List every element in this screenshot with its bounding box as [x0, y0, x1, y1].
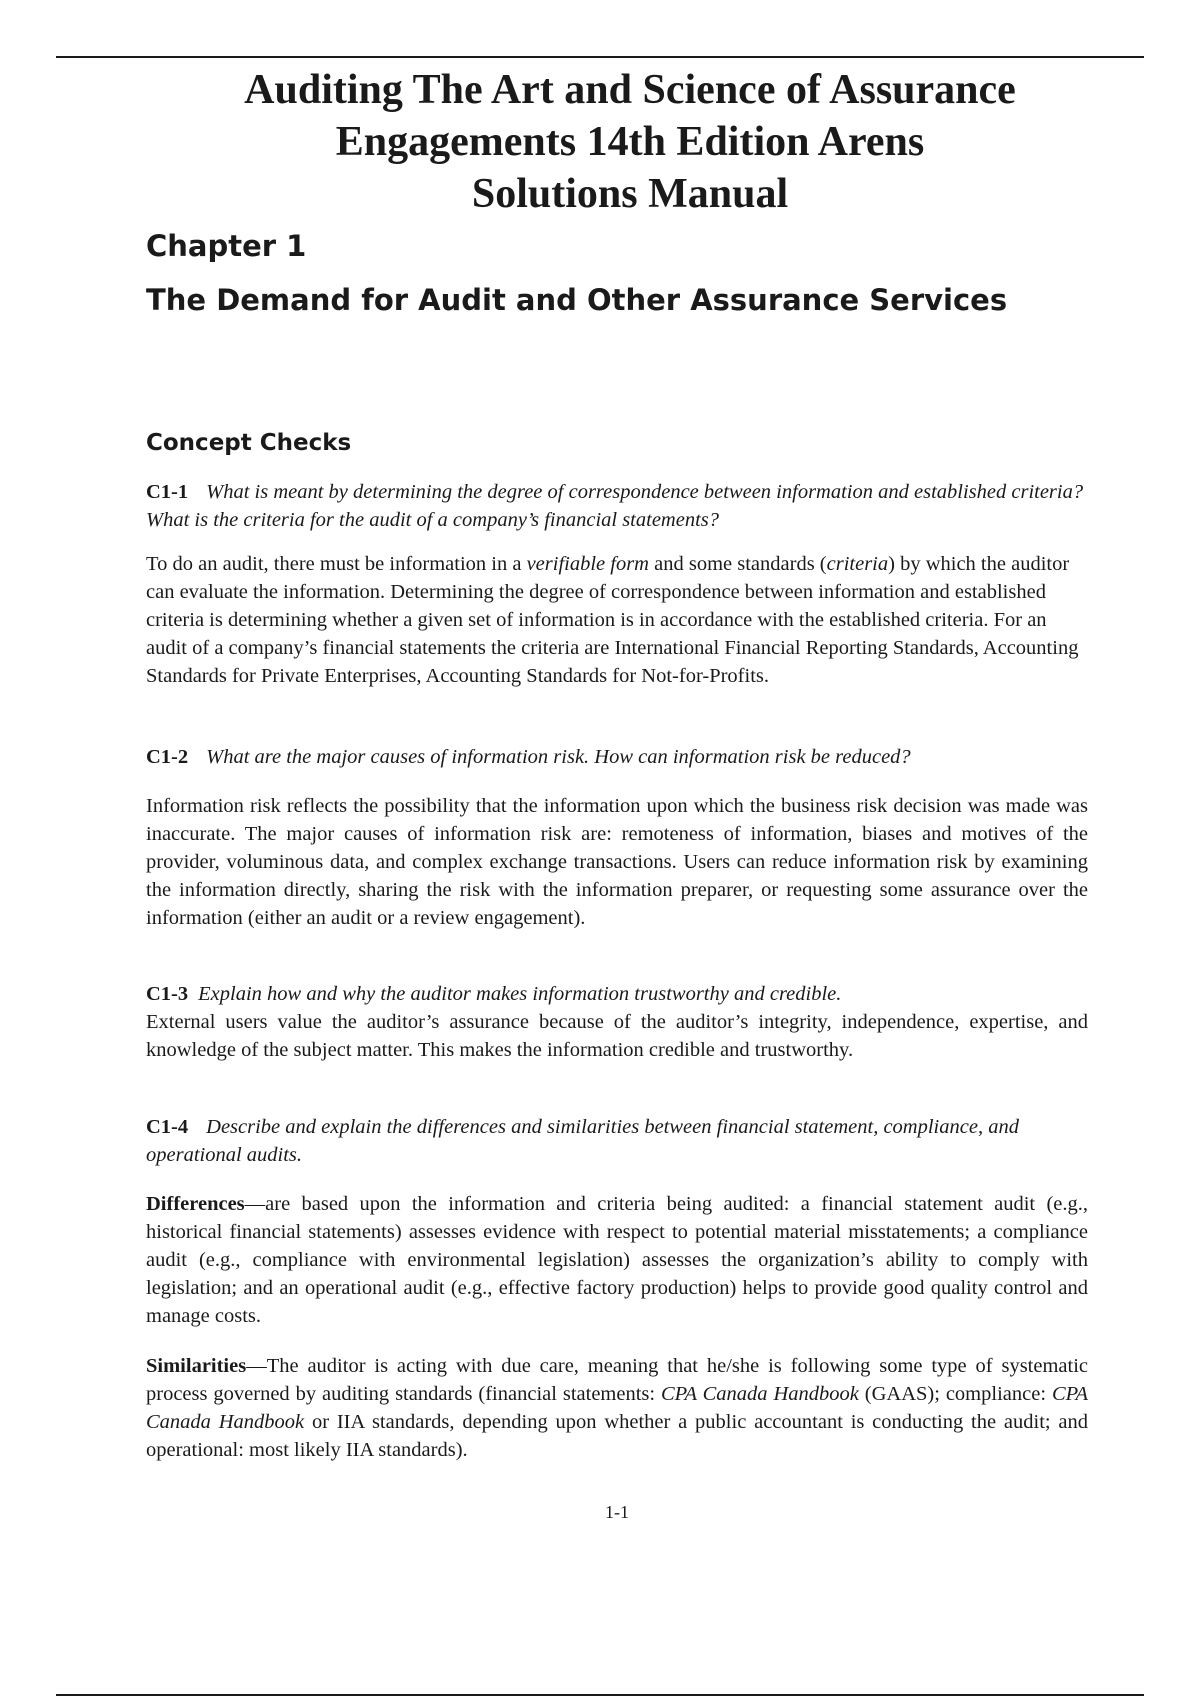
answer-c1-1 — [146, 550, 1081, 690]
top-rule — [56, 56, 1144, 58]
emphasis-text: verifiable form — [526, 553, 649, 575]
answer-c1-4-differences — [146, 1190, 1088, 1330]
chapter-title: The Demand for Audit and Other Assurance Services — [146, 283, 1008, 317]
question-text: What is meant by determining the degree of correspondence between information and established criteria? What is the criteria for the audit of a company’s financial statements? — [146, 481, 1084, 531]
answer-text: or IIA standards, depending upon whether a public accountant is conducting the audit; and operational: most likely IIA standards). — [146, 1411, 1089, 1461]
question-c1-2 — [146, 743, 1088, 771]
answer-c1-3: External users value the auditor’s assurance because of the auditor’s integrity, independence, expertise, and knowledge of the subject matter. This makes the information credible and trustworthy. — [146, 1011, 1088, 1061]
emphasis-text: criteria — [826, 553, 889, 575]
answer-text: ) by which the auditor can evaluate the information. Determining the degree of correspondence between information and established criteria is determining whether a given set of information is in accordance with the established criteria. For an audit of a company’s financial statements the criteria are International Financial Reporting Standards, Accounting Standards for Private Enterprises, Accounting Standards for Not-for-Profits. — [146, 553, 1079, 687]
question-c1-3 — [146, 980, 1088, 1008]
chapter-heading: Chapter 1 — [146, 229, 307, 263]
emphasis-text: CPA Canada Handbook — [661, 1383, 859, 1405]
question-number: C1-2 — [146, 746, 189, 768]
answer-text: —are based upon the information and criteria being audited: a financial statement audit (e.g., historical financial statements) assesses evidence with respect to potential material misstatements; a compliance audit (e.g., compliance with environmental legislation) assesses the organization’s ability to comply with legislation; and an operational audit (e.g., effective factory production) helps to provide good quality control and manage costs. — [146, 1193, 1088, 1327]
question-number: C1-1 — [146, 481, 189, 503]
question-c1-1 — [146, 478, 1088, 534]
answer-text: To do an audit, there must be information in a — [146, 553, 527, 575]
question-text: What are the major causes of information risk. How can information risk be reduced? — [206, 746, 911, 768]
differences-label: Differences — [146, 1193, 245, 1215]
answer-text: (GAAS); compliance: — [858, 1383, 1052, 1405]
title-line-1: Auditing The Art and Science of Assurance — [244, 67, 1016, 113]
document-title — [0, 64, 1200, 220]
answer-text: and some standards ( — [649, 553, 827, 575]
question-number: C1-3 — [146, 983, 189, 1005]
question-text: Explain how and why the auditor makes information trustworthy and credible. — [198, 983, 842, 1005]
page-number: 1-1 — [605, 1502, 629, 1522]
similarities-label: Similarities — [146, 1355, 247, 1377]
answer-text: —The auditor is acting with due care, meaning that he/she is following some type of systematic process governed by auditing standards (financial statements: — [146, 1355, 1088, 1405]
question-c1-4 — [146, 1113, 1046, 1169]
emphasis-text: CPA Canada Handbook — [146, 1383, 1089, 1433]
bottom-rule — [56, 1694, 1144, 1696]
title-line-2: Engagements 14th Edition Arens — [335, 119, 925, 165]
title-line-3: Solutions Manual — [471, 171, 789, 217]
question-number: C1-4 — [146, 1116, 189, 1138]
answer-c1-2: Information risk reflects the possibility that the information upon which the business risk decision was made was inaccurate. The major causes of information risk are: remoteness of information, biases and motives of the provider, voluminous data, and complex exchange transactions. Users can reduce information risk by examining the information directly, sharing the risk with the information preparer, or requesting some assurance over the information (either an audit or a review engagement). — [146, 795, 1088, 929]
question-text: Describe and explain the differences and similarities between financial statement, compliance, and operational audits. — [146, 1116, 1019, 1166]
section-heading: Concept Checks — [146, 430, 352, 456]
answer-c1-4-similarities — [146, 1352, 1088, 1464]
